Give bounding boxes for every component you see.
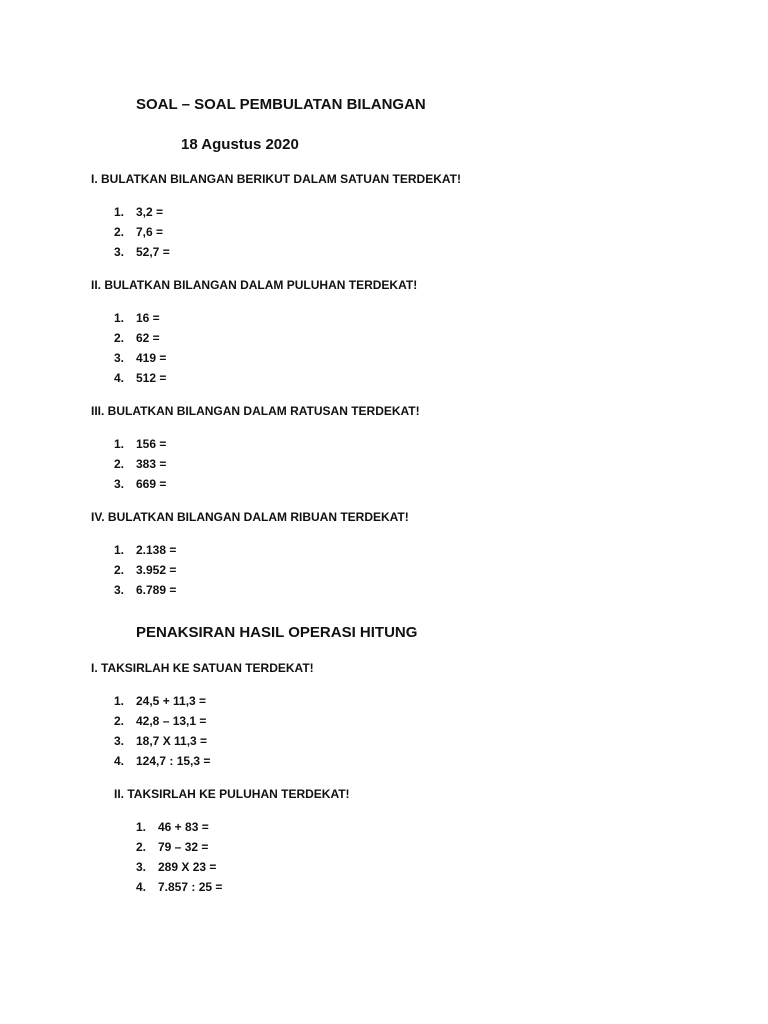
item-number: 3. [114, 477, 125, 491]
list-item [114, 245, 170, 259]
item-text: 383 = [136, 457, 167, 471]
item-text: 3,2 = [136, 205, 164, 219]
item-number: 2. [114, 225, 125, 239]
item-number: 1. [114, 543, 125, 557]
item-number: 2. [114, 457, 125, 471]
item-text: 2.138 = [136, 543, 177, 557]
item-number: 3. [114, 245, 125, 259]
list-item [114, 331, 160, 345]
list-item [114, 543, 176, 557]
item-text: 79 – 32 = [158, 840, 209, 854]
item-text: 3.952 = [136, 563, 177, 577]
list-item [136, 880, 222, 894]
list-item [114, 371, 166, 385]
item-number: 1. [114, 311, 125, 325]
section-heading: II. BULATKAN BILANGAN DALAM PULUHAN TERDEKAT! [91, 278, 418, 292]
list-item [114, 477, 166, 491]
list-item [114, 694, 206, 708]
item-text: 124,7 : 15,3 = [136, 754, 211, 768]
list-item [114, 563, 176, 577]
item-number: 4. [114, 371, 125, 385]
list-item [114, 583, 176, 597]
section-heading: I. TAKSIRLAH KE SATUAN TERDEKAT! [91, 661, 314, 675]
list-item [114, 225, 163, 239]
item-number: 4. [114, 754, 125, 768]
section-heading: III. BULATKAN BILANGAN DALAM RATUSAN TERDEKAT! [91, 404, 420, 418]
item-number: 2. [136, 840, 147, 854]
item-number: 3. [114, 734, 125, 748]
item-text: 512 = [136, 371, 167, 385]
item-number: 3. [114, 351, 125, 365]
item-number: 1. [114, 694, 125, 708]
item-number: 3. [136, 860, 147, 874]
list-item [136, 840, 208, 854]
item-number: 2. [114, 331, 125, 345]
item-text: 24,5 + 11,3 = [136, 694, 207, 708]
item-text: 46 + 83 = [158, 820, 209, 834]
item-number: 4. [136, 880, 147, 894]
list-item [114, 754, 210, 768]
section-heading: I. BULATKAN BILANGAN BERIKUT DALAM SATUAN TERDEKAT! [91, 172, 461, 186]
item-text: 289 X 23 = [158, 860, 217, 874]
list-item [136, 860, 216, 874]
item-number: 2. [114, 714, 125, 728]
item-text: 6.789 = [136, 583, 177, 597]
item-number: 1. [136, 820, 147, 834]
item-text: 419 = [136, 351, 167, 365]
list-item [136, 820, 209, 834]
item-text: 18,7 X 11,3 = [136, 734, 208, 748]
item-text: 156 = [136, 437, 167, 451]
list-item [114, 205, 163, 219]
list-item [114, 311, 160, 325]
list-item [114, 437, 166, 451]
item-number: 2. [114, 563, 125, 577]
list-item [114, 351, 166, 365]
item-text: 669 = [136, 477, 167, 491]
page-date: 18 Agustus 2020 [181, 136, 299, 153]
item-text: 52,7 = [136, 245, 170, 259]
item-text: 16 = [136, 311, 160, 325]
item-text: 62 = [136, 331, 160, 345]
part2-title: PENAKSIRAN HASIL OPERASI HITUNG [136, 624, 418, 641]
item-text: 42,8 – 13,1 = [136, 714, 207, 728]
page-title: SOAL – SOAL PEMBULATAN BILANGAN [136, 96, 426, 113]
item-text: 7,6 = [136, 225, 164, 239]
list-item [114, 734, 207, 748]
list-item [114, 714, 206, 728]
item-number: 1. [114, 205, 125, 219]
item-number: 1. [114, 437, 125, 451]
section-heading: IV. BULATKAN BILANGAN DALAM RIBUAN TERDEKAT! [91, 510, 409, 524]
item-text: 7.857 : 25 = [158, 880, 223, 894]
item-number: 3. [114, 583, 125, 597]
section-heading: II. TAKSIRLAH KE PULUHAN TERDEKAT! [114, 787, 350, 801]
list-item [114, 457, 166, 471]
